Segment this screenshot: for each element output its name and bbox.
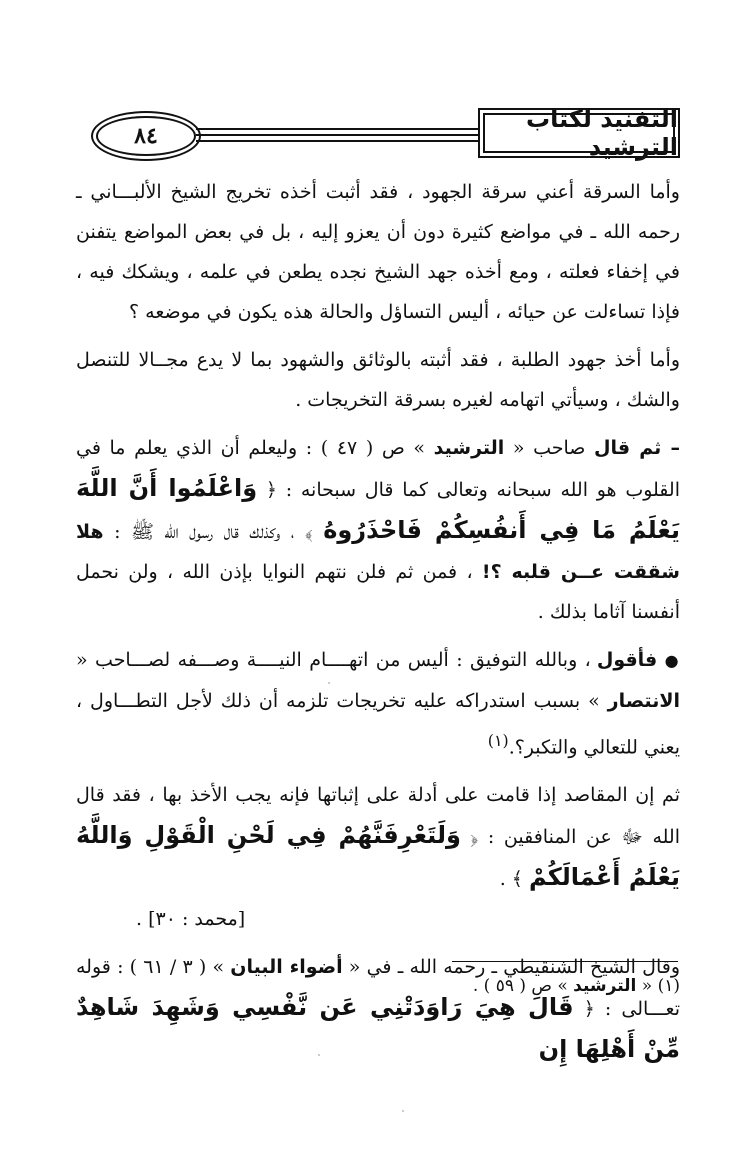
page-body bbox=[76, 172, 680, 1079]
bullet-icon: ● bbox=[664, 651, 680, 670]
scan-speck bbox=[328, 682, 330, 684]
footnote bbox=[76, 976, 680, 996]
book-name: الانتصار bbox=[607, 690, 680, 712]
scan-speck bbox=[402, 1110, 404, 1112]
text: صاحب « bbox=[504, 437, 595, 459]
reply-lead: فأقول bbox=[596, 649, 658, 671]
quote-lead: – ثم قال bbox=[594, 437, 680, 459]
text: ، فمن ثم فلن نتهم النوايا بإذن الله ، ولن نحمل أنفسنا آثاما بذلك . bbox=[76, 561, 680, 623]
text: ، وبالله التوفيق : أليس من اتهــــام النيــــة وصـــفه لصـــاحب « bbox=[76, 649, 597, 671]
text: وقال الشيخ الشنقيطي ـ رحمه الله ـ في « bbox=[342, 956, 680, 979]
header-rule bbox=[196, 128, 480, 130]
text: » ( ٣ / ٦١ ) : قوله تعـــالى : ﴿ bbox=[76, 956, 680, 1021]
text: ثم إن المقاصد إذا قامت على أدلة على إثباتها فإنه يجب الأخذ بها ، فقد قال الله ﷻ عن المنافقين : ﴿ bbox=[76, 784, 680, 849]
paragraph bbox=[76, 775, 680, 939]
footnote-marker: (١) bbox=[487, 731, 509, 750]
book-name: الترشيد bbox=[433, 437, 505, 459]
page-header bbox=[78, 105, 680, 161]
running-title: التفنيد لكتاب الترشيد bbox=[478, 108, 680, 158]
text: ﴾ . bbox=[499, 868, 529, 891]
quran-verse: وَلَتَعْرِفَنَّهُمْ فِي لَحْنِ الْقَوْلِ وَاللَّهُ يَعْلَمُ أَعْمَالَكُمْ bbox=[76, 821, 680, 892]
text: » بسبب استدراكه عليه تخريجات تلزمه أن ذلك لأجل التطـــاول ، يعني للتعالي والتكبر؟. bbox=[76, 690, 680, 759]
text: » ص ( ٥٩ ) . bbox=[472, 976, 574, 996]
book-name: الترشيد bbox=[573, 976, 637, 996]
quran-verse: قَالَ هِيَ رَاوَدَتْنِي عَن نَّفْسِي وَشَهِدَ شَاهِدٌ مِّنْ أَهْلِهَا إِن bbox=[76, 993, 680, 1064]
text: » ص ( ٤٧ ) : وليعلم أن الذي يعلم ما في القلوب هو الله سبحانه وتعالى كما قال سبحانه : ﴿ bbox=[76, 437, 680, 501]
text: (١) « bbox=[636, 976, 680, 996]
header-rule bbox=[196, 140, 480, 142]
verse-reference: [محمد : ٣٠] . bbox=[136, 908, 246, 931]
page-number: ٨٤ bbox=[96, 116, 196, 156]
quran-verse: وَاعْلَمُوا أَنَّ اللَّهَ يَعْلَمُ مَا فِي أَنفُسِكُمْ فَاحْذَرُوهُ bbox=[76, 474, 680, 544]
text: ﴾ ، وكذلك قال رسول الله ﷺ : bbox=[103, 521, 324, 543]
hadith-text: هلا شققت عــن قلبه ؟! bbox=[76, 521, 680, 583]
paragraph: وأما السرقة أعني سرقة الجهود ، فقد أثبت أخذه تخريج الشيخ الألبـــاني ـ رحمه الله ـ في مواضع كثيرة دون أن يعزو إليه ، بل في بعض المواضع يتفنن في إخفاء فعلته ، ومع أخذه جهد الشيخ نجده يطعن في علمه ، ويشكك فيه ، فإذا تساءلت عن حيائه ، أليس التساؤل والحالة هذه يكون في موضعه ؟ bbox=[76, 181, 680, 323]
paragraph bbox=[76, 640, 680, 767]
footnote-rule bbox=[452, 961, 678, 962]
paragraph: وأما أخذ جهود الطلبة ، فقد أثبته بالوثائق والشهود بما لا يدع مجــالا للتنصل والشك ، وسيأتي اتهامه لغيره بسرقة التخريجات . bbox=[76, 349, 680, 411]
book-name: أضواء البيان bbox=[230, 956, 343, 979]
scan-speck bbox=[318, 1054, 320, 1056]
paragraph bbox=[76, 428, 680, 632]
header-rule bbox=[196, 134, 480, 136]
paragraph bbox=[76, 947, 680, 1071]
